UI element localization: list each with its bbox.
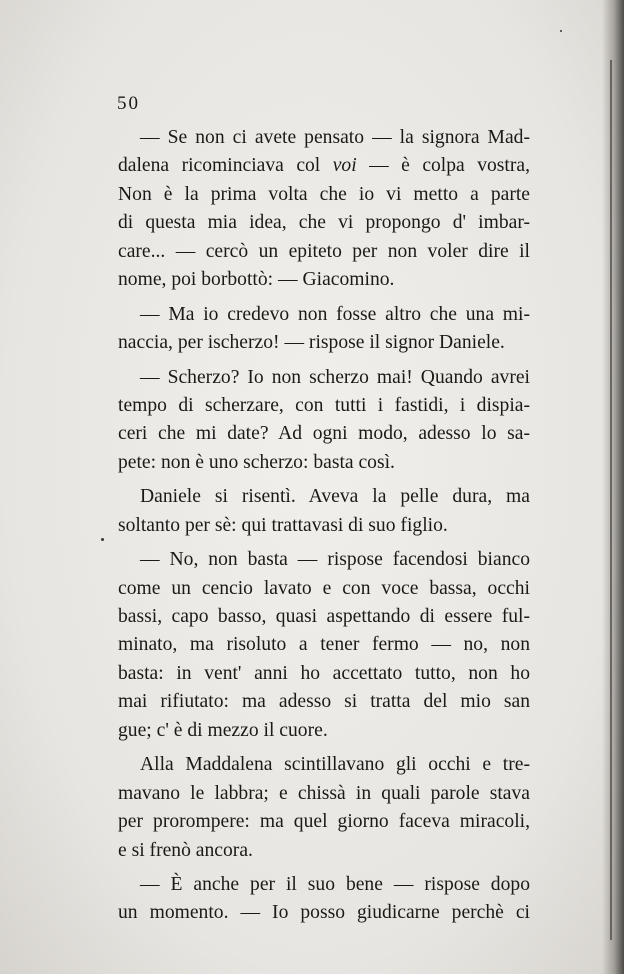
paragraph xyxy=(118,364,530,478)
text-line: bassi, capo basso, quasi aspettando di essere ful- xyxy=(118,606,530,627)
text-line: soltanto per sè: qui trattavasi di suo figlio. xyxy=(118,514,448,536)
text-line: un momento. — Io posso giudicarne perchè ci xyxy=(118,902,530,924)
text-line: — Scherzo? Io non scherzo mai! Quando avrei xyxy=(140,366,530,388)
binding-edge xyxy=(610,60,612,940)
text-line: gue; c' è di mezzo il cuore. xyxy=(118,719,328,741)
text-line: tempo di scherzare, con tutti i fastidi, i dispia- xyxy=(118,394,530,416)
ink-speck xyxy=(560,30,562,32)
text-line: naccia, per ischerzo! — rispose il signor Daniele. xyxy=(118,332,505,354)
text-line: — Se non ci avete pensato — la signora Mad- xyxy=(140,127,530,148)
italic-word: voi xyxy=(332,155,357,177)
text-line: Alla Maddalena scintillavano gli occhi e tre- xyxy=(140,754,530,776)
text-line: basta: in vent' anni ho accettato tutto, non ho xyxy=(118,662,530,684)
text-line: — No, non basta — rispose facendosi bianco xyxy=(140,549,530,571)
text-line xyxy=(118,152,530,180)
paragraph xyxy=(118,751,530,865)
paragraph xyxy=(118,871,530,928)
paragraph xyxy=(118,546,530,745)
paragraph xyxy=(118,124,530,295)
text-line: di questa mia idea, che vi propongo d' imbar- xyxy=(118,212,530,234)
text-segment: — è colpa vostra, xyxy=(356,155,530,177)
text-segment: dalena ricominciava col xyxy=(118,155,333,177)
page-number: 50 xyxy=(117,93,140,114)
text-line: mai rifiutato: ma adesso si tratta del mio san xyxy=(118,691,530,713)
text-line: — È anche per il suo bene — rispose dopo xyxy=(140,873,530,895)
text-line: nome, poi borbottò: — Giacomino. xyxy=(118,269,395,291)
text-line: pete: non è uno scherzo: basta così. xyxy=(118,451,395,473)
paragraph xyxy=(118,301,530,358)
paragraph xyxy=(118,483,530,540)
text-line: — Ma io credevo non fosse altro che una mi- xyxy=(140,303,530,325)
text-line: e si frenò ancora. xyxy=(118,839,253,861)
text-line: minato, ma risoluto a tener fermo — no, non xyxy=(118,634,530,656)
body-text xyxy=(118,124,530,928)
text-line: Daniele si risentì. Aveva la pelle dura, ma xyxy=(140,486,530,508)
ink-speck xyxy=(101,538,104,541)
text-line: Non è la prima volta che io vi metto a parte xyxy=(118,183,530,205)
text-line: ceri che mi date? Ad ogni modo, adesso lo sa- xyxy=(118,423,530,445)
text-line: mavano le labbra; e chissà in quali parole stava xyxy=(118,782,530,804)
text-line: come un cencio lavato e con voce bassa, occhi xyxy=(118,577,530,599)
page-gutter-shadow xyxy=(602,0,624,974)
text-line: care... — cercò un epiteto per non voler dire il xyxy=(118,240,530,262)
text-line: per prorompere: ma quel giorno faceva miracoli, xyxy=(118,811,530,833)
